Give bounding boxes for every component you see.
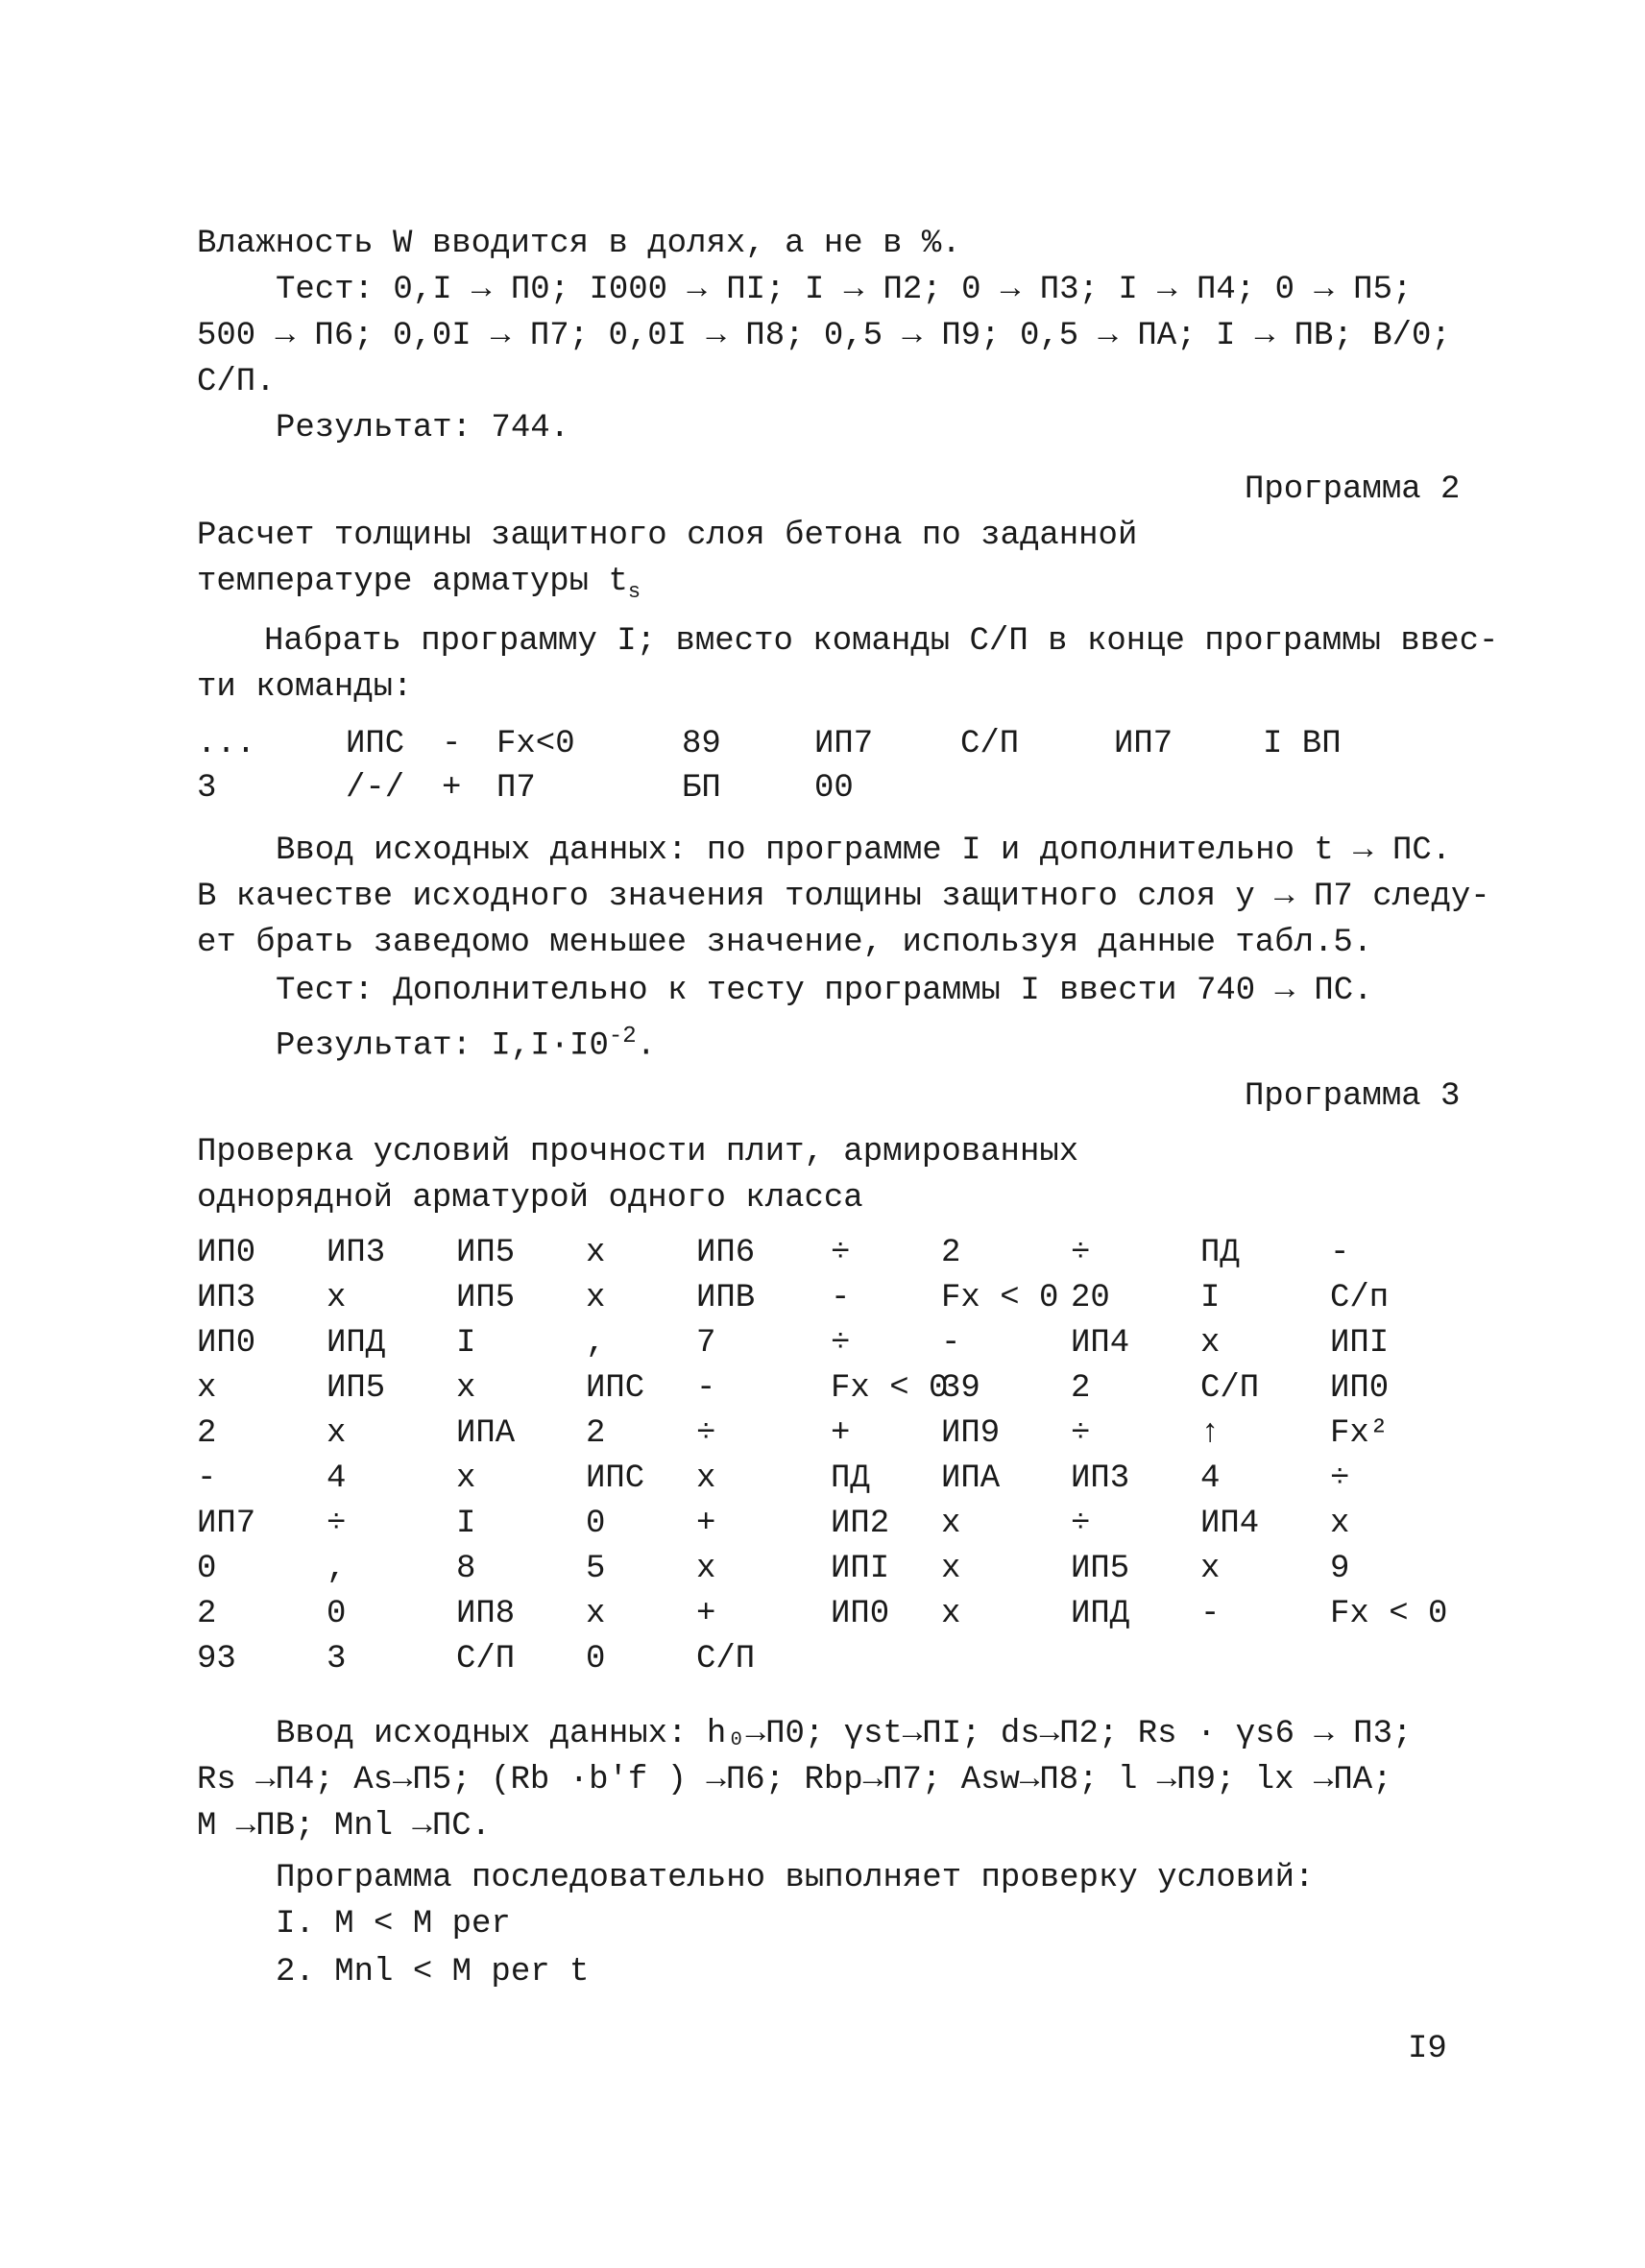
code-cell: 3: [327, 1641, 347, 1677]
code-cell: С/П: [960, 726, 1020, 762]
code-cell: I: [456, 1325, 476, 1362]
code-cell: ИП7: [197, 1506, 256, 1542]
code-cell: x: [327, 1280, 347, 1316]
code-cell: Fx < 0: [941, 1280, 1059, 1316]
code-cell: 0: [327, 1596, 347, 1632]
code-cell: ИП3: [1071, 1460, 1130, 1497]
program3-input-2: Rs →П4; As→П5; (Rb ·b′f ) →П6; Rbp→П7; Asw→П8; l →П9; lx →ПА;: [197, 1762, 1392, 1798]
code-cell: x: [1330, 1506, 1350, 1542]
code-cell: +: [831, 1415, 851, 1452]
code-cell: ИП0: [831, 1596, 890, 1632]
code-cell: ИП6: [696, 1235, 756, 1271]
code-cell: -: [1200, 1596, 1221, 1632]
code-cell: Fx²: [1330, 1415, 1390, 1452]
intro-line-3: 500 → П6; 0,0I → П7; 0,0I → П8; 0,5 → П9; 0,5 → ПА; I → ПВ; В/0;: [197, 318, 1451, 354]
program2-test: Тест: Дополнительно к тесту программы I ввести 740 → ПС.: [276, 973, 1373, 1009]
code-cell: ÷: [1071, 1506, 1091, 1542]
code-cell: ИП2: [831, 1506, 890, 1542]
code-cell: ИП0: [197, 1325, 256, 1362]
code-cell: 2: [197, 1415, 217, 1452]
code-cell: ИПI: [831, 1551, 890, 1587]
code-cell: +: [696, 1506, 716, 1542]
code-cell: x: [1200, 1551, 1221, 1587]
code-cell: БП: [682, 770, 721, 807]
code-cell: -: [197, 1460, 217, 1497]
code-cell: ИП5: [327, 1370, 386, 1407]
code-cell: ÷: [696, 1415, 716, 1452]
code-cell: I: [456, 1506, 476, 1542]
program2-label: Программа 2: [1245, 471, 1461, 508]
code-cell: ИП4: [1200, 1506, 1260, 1542]
code-cell: x: [197, 1370, 217, 1407]
program2-instruction-2: ти команды:: [197, 669, 413, 706]
code-cell: ÷: [327, 1506, 347, 1542]
code-cell: ПД: [831, 1460, 870, 1497]
code-cell: 5: [586, 1551, 606, 1587]
program2-input-3: ет брать заведомо меньшее значение, используя данные табл.5.: [197, 925, 1373, 961]
code-cell: 2: [586, 1415, 606, 1452]
program3-title-2: однорядной арматурой одного класса: [197, 1180, 863, 1217]
code-cell: x: [456, 1460, 476, 1497]
intro-line-4: С/П.: [197, 364, 276, 400]
code-cell: x: [586, 1596, 606, 1632]
code-cell: ИПС: [586, 1460, 645, 1497]
code-cell: 2: [1071, 1370, 1091, 1407]
code-cell: ИПВ: [696, 1280, 756, 1316]
program3-title-1: Проверка условий прочности плит, армированных: [197, 1134, 1079, 1170]
code-cell: 3: [197, 770, 217, 807]
code-cell: x: [941, 1506, 961, 1542]
code-cell: Fx<0: [496, 726, 575, 762]
code-cell: x: [941, 1551, 961, 1587]
code-cell: ÷: [1330, 1460, 1350, 1497]
intro-line-1: Влажность W вводится в долях, а не в %.: [197, 226, 961, 262]
code-cell: 89: [682, 726, 721, 762]
code-cell: 93: [197, 1641, 236, 1677]
program2-instruction-1: Набрать программу I; вместо команды С/П в конце программы ввес-: [264, 623, 1499, 660]
program2-result: [276, 1016, 656, 1067]
code-cell: ÷: [831, 1325, 851, 1362]
program2-input-2: В качестве исходного значения толщины защитного слоя y → П7 следу-: [197, 879, 1490, 915]
code-cell: ИПС: [346, 726, 405, 762]
code-cell: -: [442, 726, 462, 762]
program2-input-1: Ввод исходных данных: по программе I и дополнительно t → ПС.: [276, 832, 1452, 869]
code-cell: +: [442, 770, 462, 807]
code-cell: ИПА: [456, 1415, 516, 1452]
program3-label: Программа 3: [1245, 1078, 1461, 1115]
code-cell: 39: [941, 1370, 980, 1407]
code-cell: -: [941, 1325, 961, 1362]
program2-title-2: [197, 561, 641, 614]
code-cell: ИПС: [586, 1370, 645, 1407]
code-cell: ИП0: [197, 1235, 256, 1271]
code-cell: x: [327, 1415, 347, 1452]
program2-title-2-sub: s: [627, 579, 641, 604]
program3-condition-2: 2. Мnl < М per t: [276, 1954, 590, 1991]
code-cell: 0: [586, 1641, 606, 1677]
program3-condition-1: I. М < М per: [276, 1906, 511, 1942]
code-cell: ИП9: [941, 1415, 1001, 1452]
code-cell: /-/: [346, 770, 405, 807]
program2-result-end: .: [636, 1027, 657, 1065]
code-cell: ↑: [1200, 1415, 1221, 1452]
intro-result: Результат: 744.: [276, 410, 570, 446]
program2-result-sup: -2: [608, 1024, 637, 1050]
code-cell: С/п: [1330, 1280, 1390, 1316]
code-cell: ИП8: [456, 1596, 516, 1632]
code-cell: ИП5: [456, 1280, 516, 1316]
code-cell: ИПД: [1071, 1596, 1130, 1632]
code-cell: x: [586, 1235, 606, 1271]
code-cell: +: [696, 1596, 716, 1632]
code-cell: x: [696, 1551, 716, 1587]
code-cell: 2: [941, 1235, 961, 1271]
code-cell: 0: [586, 1506, 606, 1542]
code-cell: ИП3: [327, 1235, 386, 1271]
page-number: I9: [1408, 2031, 1447, 2067]
code-cell: 8: [456, 1551, 476, 1587]
code-cell: Fx < 0: [1330, 1596, 1448, 1632]
code-cell: 7: [696, 1325, 716, 1362]
code-cell: ИП5: [1071, 1551, 1130, 1587]
code-cell: С/П: [456, 1641, 516, 1677]
intro-line-2: Тест: 0,I → П0; I000 → ПI; I → П2; 0 → П3; I → П4; 0 → П5;: [276, 272, 1413, 308]
code-cell: ÷: [831, 1235, 851, 1271]
code-cell: x: [941, 1596, 961, 1632]
code-cell: ПД: [1200, 1235, 1240, 1271]
program2-title-1: Расчет толщины защитного слоя бетона по заданной: [197, 518, 1138, 554]
code-cell: 20: [1071, 1280, 1110, 1316]
code-cell: x: [1200, 1325, 1221, 1362]
code-cell: 2: [197, 1596, 217, 1632]
code-cell: ИПА: [941, 1460, 1001, 1497]
program3-check: Программа последовательно выполняет проверку условий:: [276, 1860, 1315, 1896]
code-cell: ÷: [1071, 1235, 1091, 1271]
code-cell: -: [696, 1370, 716, 1407]
code-cell: ИП7: [814, 726, 874, 762]
code-cell: ИП5: [456, 1235, 516, 1271]
code-cell: П7: [496, 770, 536, 807]
code-cell: С/П: [1200, 1370, 1260, 1407]
code-cell: ИПД: [327, 1325, 386, 1362]
code-cell: 4: [327, 1460, 347, 1497]
code-cell: -: [1330, 1235, 1350, 1271]
code-cell: ИП7: [1114, 726, 1173, 762]
code-cell: x: [696, 1460, 716, 1497]
code-cell: x: [456, 1370, 476, 1407]
program2-title-2-text: температуре арматуры t: [197, 564, 628, 600]
code-cell: I ВП: [1263, 726, 1342, 762]
code-cell: ÷: [1071, 1415, 1091, 1452]
code-cell: ИП4: [1071, 1325, 1130, 1362]
code-cell: 00: [814, 770, 854, 807]
code-cell: I: [1200, 1280, 1221, 1316]
code-cell: ИПI: [1330, 1325, 1390, 1362]
code-cell: x: [586, 1280, 606, 1316]
code-cell: ИП0: [1330, 1370, 1390, 1407]
code-cell: Fx < 0: [831, 1370, 949, 1407]
program3-input-3: М →ПВ; Мnl →ПС.: [197, 1808, 492, 1845]
code-cell: ,: [327, 1551, 347, 1587]
code-cell: 0: [197, 1551, 217, 1587]
program2-result-text: Результат: I,I·I0: [276, 1027, 609, 1065]
program3-input-1: Ввод исходных данных: h₀→П0; γst→ПI; ds→П2; Rs · γs6 → П3;: [276, 1716, 1413, 1752]
code-cell: ИП3: [197, 1280, 256, 1316]
code-cell: -: [831, 1280, 851, 1316]
code-cell: ,: [586, 1325, 606, 1362]
code-cell: 9: [1330, 1551, 1350, 1587]
code-cell: 4: [1200, 1460, 1221, 1497]
code-cell: С/П: [696, 1641, 756, 1677]
code-cell: ...: [197, 726, 256, 762]
